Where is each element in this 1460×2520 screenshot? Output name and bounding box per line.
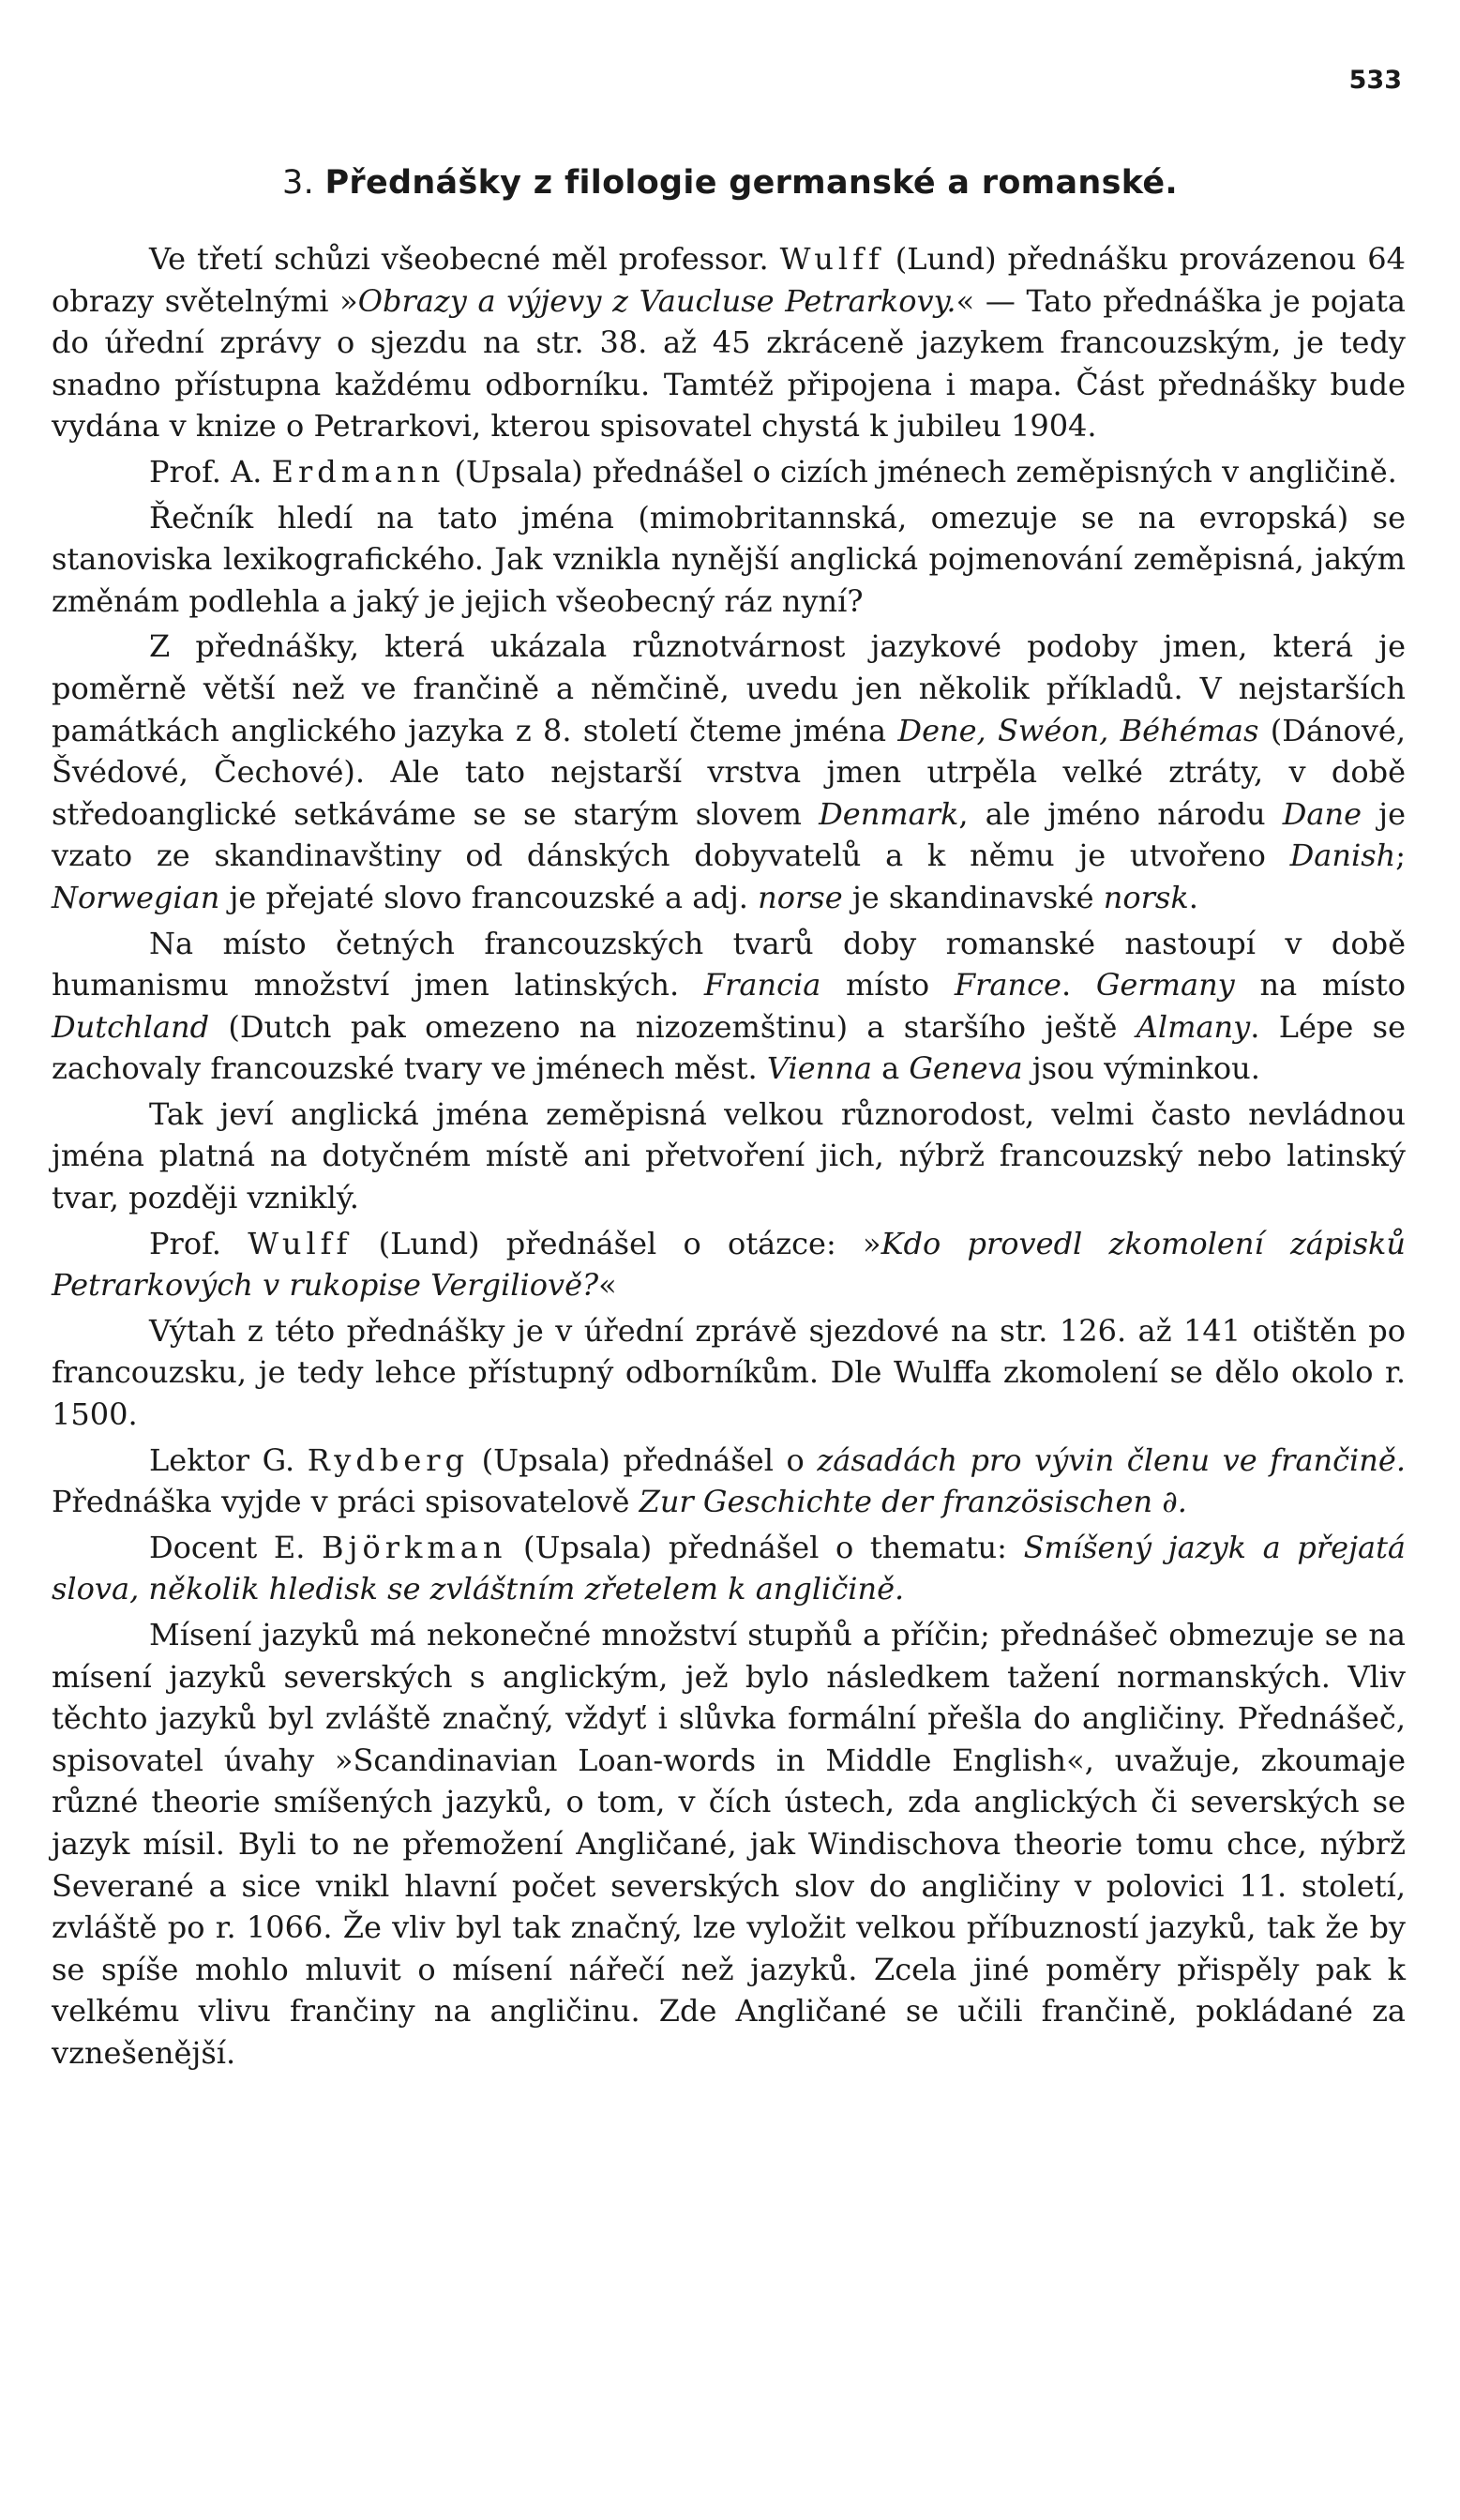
italic-text: Obrazy a výjevy z Vaucluse Petrarkovy. xyxy=(357,282,956,319)
text-run: Tak jeví anglická jména zeměpisná velkou různorodost, velmi často nevládnou jména platná na dotyčném místě ani přetvoření jich, nýbrž francouzský nebo latinský tvar, později vzniklý. xyxy=(52,1095,1406,1216)
spaced-name: Wulff xyxy=(248,1225,353,1261)
text-run: (Dánové, Švédové, Čechové). Ale tato nejstarší vrstva jmen utrpěla velké ztráty, v době středoanglické setkáváme se se starým slovem xyxy=(52,712,1407,832)
italic-text: Danish xyxy=(1289,837,1396,874)
section-title: Přednášky z filologie germanské a romanské. xyxy=(324,164,1178,202)
text-run: je přejaté slovo francouzské a adj. xyxy=(219,879,759,915)
paragraph xyxy=(52,451,1406,493)
text-run: (Upsala) přednášel o thematu: xyxy=(506,1529,1024,1565)
body-text xyxy=(52,238,1406,2078)
text-run: . xyxy=(1061,967,1096,1003)
italic-text: Norwegian xyxy=(52,879,220,915)
text-run: Řečník hledí na tato jména (mimobritannská, omezuje se na evropská) se stanoviska lexikografického. Jak vznikla nynější anglická pojmenování zeměpisná, jakým změnám podlehla a jaký je jejich všeobecný ráz nyní? xyxy=(52,499,1406,619)
paragraph xyxy=(52,497,1406,623)
text-run: ; xyxy=(1395,837,1406,874)
italic-text: Smíšený jazyk a přejatá slova, několik hledisk se zvláštním zřetelem k angličině. xyxy=(52,1529,1407,1607)
text-run: na místo xyxy=(1234,967,1407,1003)
text-run: Docent E. xyxy=(149,1529,323,1565)
paragraph xyxy=(52,1527,1406,1610)
italic-text: Dane xyxy=(1282,795,1362,832)
italic-text: Zur Geschichte der französischen ∂. xyxy=(639,1484,1187,1520)
text-run: , ale jméno národu xyxy=(958,795,1283,832)
text-run: Mísení jazyků má nekonečné množství stupňů a příčin; přednášeč obmezuje se na mísení jazyků severských s anglickým, jež bylo následkem tažení normanských. Vliv těchto jazyků byl zvláště značný, vždyť i slůvka formální přešla do angličiny. Přednášeč, spisovatel úvahy »Scandinavian Loan-words in Middle English«, uvažuje, zkoumaje různé theorie smíšených jazyků, o tom, v čích ústech, zda anglických či severských se jazyk mísil. Byli to ne přemožení Angličané, jak Windischova theorie tomu chce, nýbrž Severané a sice vnikl hlavní počet severských slov do angličiny v polovici 11. století, zvláště po r. 1066. Že vliv byl tak značný, lze vyložit velkou příbuzností jazyků, tak že by se spíše mohlo mluvit o mísení nářečí než jazyků. Zcela jiné poměry přispěly pak k velkému vlivu frančiny na angličinu. Zde Angličané se učili frančině, pokládané za vznešenější. xyxy=(52,1617,1406,2071)
text-run: « xyxy=(598,1267,617,1304)
section-heading xyxy=(0,164,1460,202)
section-number: 3. xyxy=(282,164,314,202)
italic-text: norse xyxy=(758,879,843,915)
text-run: (Lund) přednášel o otázce: » xyxy=(352,1225,881,1261)
text-run: Prof. xyxy=(149,1225,248,1261)
italic-text: Germany xyxy=(1095,967,1235,1003)
paragraph xyxy=(52,923,1406,1090)
italic-text: norsk xyxy=(1103,879,1189,915)
text-run: Přednáška vyjde v práci spisovatelově xyxy=(52,1484,640,1520)
italic-text: Dutchland xyxy=(52,1008,210,1045)
text-run: je skandinavské xyxy=(842,879,1104,915)
spaced-name: Rydberg xyxy=(307,1441,470,1478)
text-run: (Upsala) přednášel o xyxy=(469,1441,818,1478)
italic-text: Almany xyxy=(1136,1008,1251,1045)
text-run: Na místo četných francouzských tvarů doby romanské nastoupí v době humanismu množství jmen latinských. xyxy=(52,925,1406,1003)
paragraph xyxy=(52,1440,1406,1523)
text-run: (Lund) přednášku provázenou 64 obrazy světelnými » xyxy=(52,241,1407,319)
text-run: je vzato ze skandinavštiny od dánských dobyvatelů a k němu je utvořeno xyxy=(52,795,1407,874)
paragraph xyxy=(52,1310,1406,1436)
italic-text: Dene, Swéon, Béhémas xyxy=(897,712,1259,748)
text-run: Prof. A. xyxy=(149,453,272,490)
text-run: (Dutch pak omezeno na nizozemštinu) a staršího ještě xyxy=(209,1008,1136,1045)
italic-text: France xyxy=(954,967,1061,1003)
italic-text: Denmark xyxy=(819,795,959,832)
paragraph xyxy=(52,1614,1406,2075)
text-run: Ve třetí schůzi všeobecné měl professor. xyxy=(149,241,780,277)
paragraph xyxy=(52,626,1406,918)
text-run: místo xyxy=(820,967,955,1003)
text-run: . xyxy=(1188,879,1198,915)
italic-text: Kdo provedl zkomolení zápisků Petrarkových v rukopise Vergiliově? xyxy=(52,1225,1407,1304)
paragraph xyxy=(52,1223,1406,1306)
text-run: jsou výminkou. xyxy=(1022,1050,1260,1087)
text-run: a xyxy=(871,1050,910,1087)
spaced-name: Björkman xyxy=(322,1529,507,1565)
spaced-name: Erdmann xyxy=(271,453,445,490)
text-run: « — Tato přednáška je pojata do úřední zprávy o sjezdu na str. 38. až 45 zkráceně jazykem francouzským, je tedy snadno přístupna každému odborníku. Tamtéž připojena i mapa. Část přednášky bude vydána v knize o Petrarkovi, kterou spisovatel chystá k jubileu 1904. xyxy=(52,282,1407,445)
italic-text: zásadách pro vývin členu ve frančině. xyxy=(817,1441,1407,1478)
paragraph xyxy=(52,1094,1406,1219)
italic-text: Geneva xyxy=(909,1050,1023,1087)
italic-text: Vienna xyxy=(766,1050,872,1087)
page-number: 533 xyxy=(1348,66,1402,95)
paragraph xyxy=(52,238,1406,447)
text-run: . Lépe se zachovaly francouzské tvary ve jménech měst. xyxy=(52,1008,1407,1087)
text-run: Z přednášky, která ukázala různotvárnost jazykové podoby jmen, která je poměrně větší než ve frančině a němčině, uvedu jen několik příkladů. V nejstarších památkách anglického jazyka z 8. století čteme jména xyxy=(52,628,1406,748)
text-run: Výtah z této přednášky je v úřední zprávě sjezdové na str. 126. až 141 otištěn po francouzsku, je tedy lehce přístupný odborníkům. Dle Wulffa zkomolení se dělo okolo r. 1500. xyxy=(52,1312,1406,1433)
spaced-name: Wulff xyxy=(779,241,884,277)
text-run: Lektor G. xyxy=(149,1441,308,1478)
text-run: (Upsala) přednášel o cizích jménech zeměpisných v angličině. xyxy=(444,453,1397,490)
italic-text: Francia xyxy=(703,967,821,1003)
